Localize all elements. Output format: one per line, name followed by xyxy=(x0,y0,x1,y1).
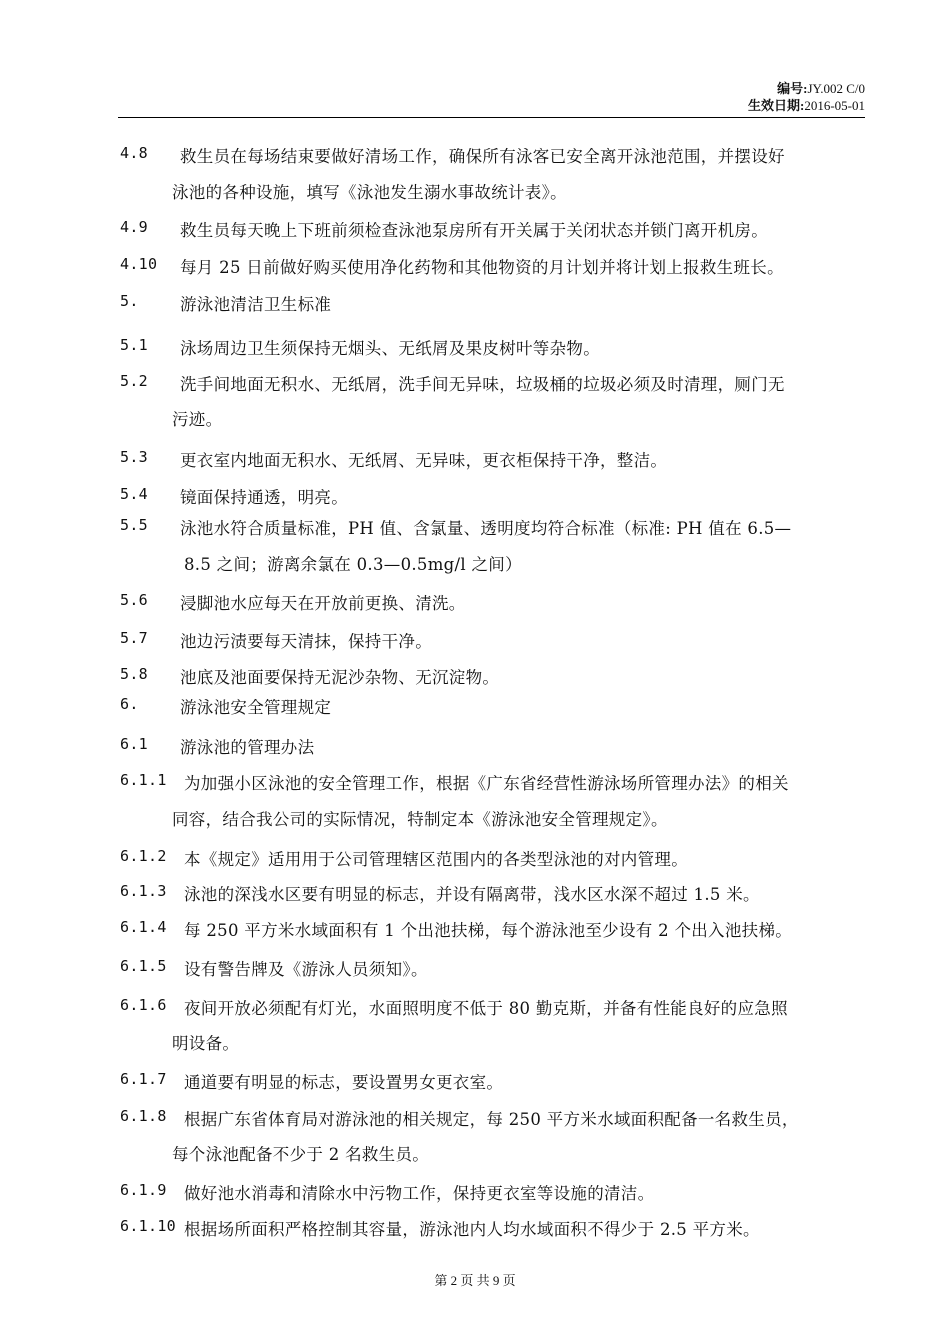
clause-number: 5.7 xyxy=(120,629,148,647)
clause-text: 浸脚池水应每天在开放前更换、清洗。 xyxy=(180,594,466,613)
clause-number: 5.2 xyxy=(120,372,148,390)
clause-text: 游泳池安全管理规定 xyxy=(180,698,332,717)
clause-number: 5.4 xyxy=(120,485,148,503)
clause-text: 救生员在每场结束要做好清场工作，确保所有泳客已安全离开泳池范围，并摆设好 xyxy=(180,147,785,166)
clause-text-continued: 泳池的各种设施，填写《泳池发生溺水事故统计表》。 xyxy=(172,183,567,202)
clause-number: 4.9 xyxy=(120,218,148,236)
clause-text-continued: 每个泳池配备不少于 2 名救生员。 xyxy=(172,1145,430,1164)
clause-number: 5.6 xyxy=(120,591,148,609)
clause-number: 5.5 xyxy=(120,516,148,534)
clause-text: 洗手间地面无积水、无纸屑，洗手间无异味，垃圾桶的垃圾必须及时清理，厕门无 xyxy=(180,375,785,394)
clause-number: 6.1.3 xyxy=(120,882,167,900)
clause-text: 救生员每天晚上下班前须检查泳池泵房所有开关属于关闭状态并锁门离开机房。 xyxy=(180,221,768,240)
clause-number: 5.8 xyxy=(120,665,148,683)
clause-number: 4.8 xyxy=(120,144,148,162)
clause-text: 设有警告牌及《游泳人员须知》。 xyxy=(184,960,428,979)
clause-text: 游泳池的管理办法 xyxy=(180,738,315,757)
page-footer: 第 2 页 共 9 页 xyxy=(434,1273,516,1288)
clause-number: 6.1 xyxy=(120,735,148,753)
clause-text-continued: 同容，结合我公司的实际情况，特制定本《游泳池安全管理规定》。 xyxy=(172,810,668,829)
clause-text: 游泳池清洁卫生标准 xyxy=(180,295,332,314)
clause-number: 5.3 xyxy=(120,448,148,466)
clause-text: 通道要有明显的标志，要设置男女更衣室。 xyxy=(184,1073,504,1092)
clause-number: 6.1.4 xyxy=(120,918,167,936)
clause-text: 池边污渍要每天清抹，保持干净。 xyxy=(180,632,432,651)
clause-number: 6.1.7 xyxy=(120,1070,167,1088)
clause-text: 泳池的深浅水区要有明显的标志，并设有隔离带，浅水区水深不超过 1.5 米。 xyxy=(184,885,760,904)
clause-text: 根据场所面积严格控制其容量，游泳池内人均水域面积不得少于 2.5 平方米。 xyxy=(184,1220,760,1239)
clause-text: 泳池水符合质量标准，PH 值、含氯量、透明度均符合标准（标准: PH 值在 6.5— xyxy=(180,519,792,538)
clause-text: 做好池水消毒和清除水中污物工作，保持更衣室等设施的清洁。 xyxy=(184,1184,655,1203)
effective-date-value: 2016-05-01 xyxy=(804,98,865,113)
document-code-label: 编号: xyxy=(777,81,808,96)
clause-text: 夜间开放必须配有灯光，水面照明度不低于 80 勤克斯，并备有性能良好的应急照 xyxy=(184,999,788,1018)
clause-text: 更衣室内地面无积水、无纸屑、无异味，更衣柜保持干净，整洁。 xyxy=(180,451,668,470)
clause-text-continued: 污迹。 xyxy=(172,410,223,429)
clause-number: 6.1.5 xyxy=(120,957,167,975)
document-code-value: JY.002 C/0 xyxy=(807,81,865,96)
clause-text: 泳场周边卫生须保持无烟头、无纸屑及果皮树叶等杂物。 xyxy=(180,339,600,358)
clause-number: 5.1 xyxy=(120,336,148,354)
clause-text: 为加强小区泳池的安全管理工作，根据《广东省经营性游泳场所管理办法》的相关 xyxy=(184,774,789,793)
clause-text: 每月 25 日前做好购买使用净化药物和其他物资的月计划并将计划上报救生班长。 xyxy=(180,258,784,277)
clause-number: 6.1.1 xyxy=(120,771,167,789)
clause-text: 根据广东省体育局对游泳池的相关规定，每 250 平方米水域面积配备一名救生员， xyxy=(184,1110,799,1129)
clause-number: 6.1.8 xyxy=(120,1107,167,1125)
clause-number: 4.10 xyxy=(120,255,158,273)
clause-number: 6.1.2 xyxy=(120,847,167,865)
clause-text: 镜面保持通透，明亮。 xyxy=(180,488,348,507)
clause-number: 6.1.6 xyxy=(120,996,167,1014)
clause-text-continued: 8.5 之间；游离余氯在 0.3—0.5mg/l 之间） xyxy=(184,555,522,574)
clause-text: 本《规定》适用用于公司管理辖区范围内的各类型泳池的对内管理。 xyxy=(184,850,688,869)
clause-number: 6.1.10 xyxy=(120,1217,176,1235)
effective-date-label: 生效日期: xyxy=(747,98,805,113)
clause-number: 6. xyxy=(120,695,139,713)
clause-number: 5. xyxy=(120,292,139,310)
clause-text: 池底及池面要保持无泥沙杂物、无沉淀物。 xyxy=(180,668,500,687)
clause-text: 每 250 平方米水域面积有 1 个出池扶梯，每个游泳池至少设有 2 个出入池扶梯。 xyxy=(184,921,793,940)
clause-text-continued: 明设备。 xyxy=(172,1034,240,1053)
clause-number: 6.1.9 xyxy=(120,1181,167,1199)
